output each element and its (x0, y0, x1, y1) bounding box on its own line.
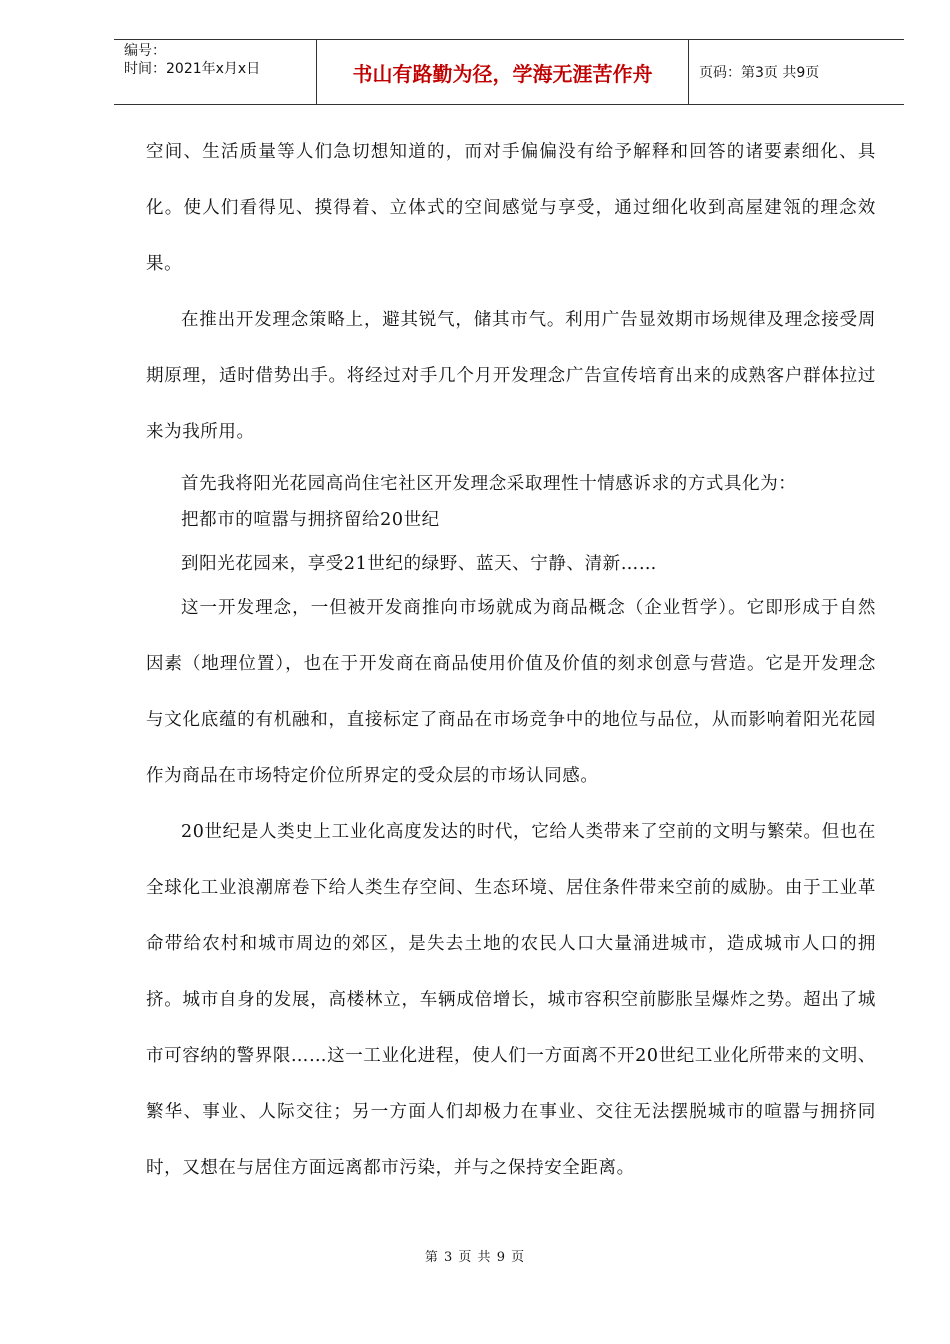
paragraph: 这一开发理念，一但被开发商推向市场就成为商品概念（企业哲学）。它即形成于自然因素（地理位置），也在于开发商在商品使用价值及价值的刻求创意与营造。它是开发理念与文化底蕴的有机融和，直接标定了商品在市场竞争中的地位与品位，从而影响着阳光花园作为商品在市场特定价位所界定的受众层的市场认同感。 (146, 598, 876, 786)
header-motto: 书山有路勤为径，学海无涯苦作舟 (316, 40, 689, 104)
document-body (146, 124, 876, 1196)
paragraph: 首先我将阳光花园高尚住宅社区开发理念采取理性十情感诉求的方式具化为： (181, 474, 797, 494)
paragraph: 把都市的喧嚣与拥挤留给20世纪 (181, 510, 440, 530)
paragraph: 20世纪是人类史上工业化高度发达的时代，它给人类带来了空前的文明与繁荣。但也在全球化工业浪潮席卷下给人类生存空间、生态环境、居住条件带来空前的威胁。由于工业革命带给农村和城市周边的郊区，是失去土地的农民人口大量涌进城市，造成城市人口的拥挤。城市自身的发展，高楼林立，车辆成倍增长，城市容积空前膨胀呈爆炸之势。超出了城市可容纳的警界限……这一工业化进程，使人们一方面离不开20世纪工业化所带来的文明、繁华、事业、人际交往；另一方面人们却极力在事业、交往无法摆脱城市的喧嚣与拥挤同时，又想在与居住方面远离都市污染，并与之保持安全距离。 (146, 822, 876, 1178)
paragraph: 空间、生活质量等人们急切想知道的，而对手偏偏没有给予解释和回答的诸要素细化、具化。使人们看得见、摸得着、立体式的空间感觉与享受，通过细化收到高屋建瓴的理念效果。 (146, 142, 876, 274)
time-label: 时间：2021年x月x日 (124, 61, 261, 77)
paragraph: 在推出开发理念策略上，避其锐气，储其市气。利用广告显效期市场规律及理念接受周期原理，适时借势出手。将经过对手几个月开发理念广告宣传培育出来的成熟客户群体拉过来为我所用。 (146, 310, 876, 442)
page-footer: 第 3 页 共 9 页 (424, 1250, 526, 1265)
header-meta (114, 40, 316, 104)
page-header (114, 39, 904, 105)
paragraph: 到阳光花园来，享受21世纪的绿野、蓝天、宁静、清新…… (181, 554, 657, 574)
header-page-info: 页码：第3页 共9页 (699, 65, 820, 81)
serial-label: 编号： (124, 43, 166, 59)
